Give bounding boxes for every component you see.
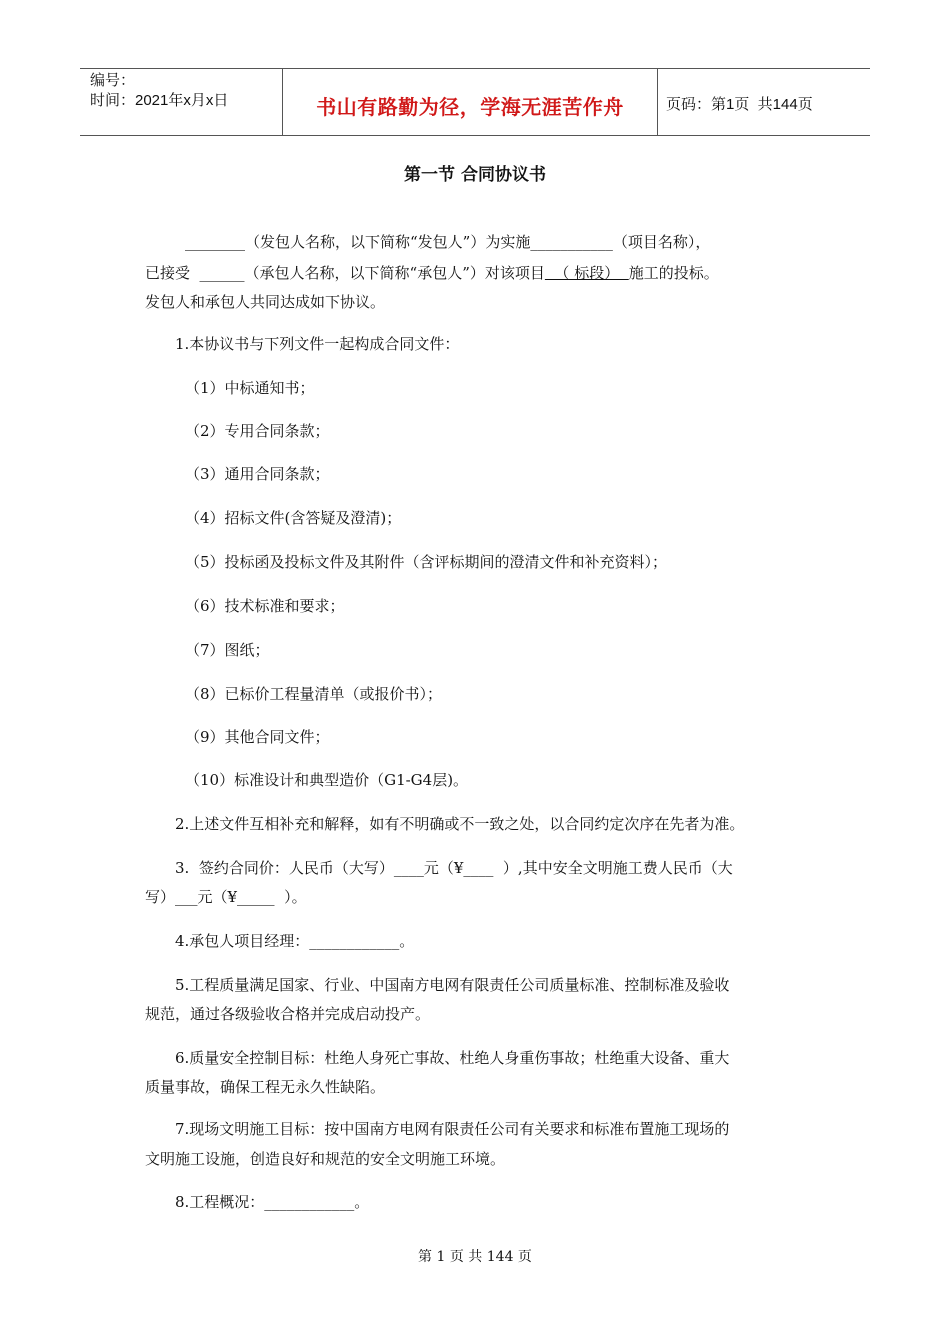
clause-line: （2）专用合同条款；	[185, 422, 330, 440]
header-motto-cell	[282, 69, 658, 135]
date-label: 时间：2021年x月x日	[90, 92, 229, 109]
clause-line: （7）图纸；	[185, 641, 270, 659]
clause-line: （9）其他合同文件；	[185, 728, 330, 746]
underlined-field: （ 标段）	[544, 264, 629, 282]
clause-line: （10）标准设计和典型造价（G1-G4层)。	[185, 771, 469, 789]
clause-line: 写）___元（¥_____ ）。	[145, 888, 307, 906]
serial-number-label: 编号：	[90, 72, 136, 89]
text-run: （承包人名称，以下简称“承包人”）对该项目	[244, 264, 545, 282]
text-run: ___________	[530, 233, 613, 251]
text-run: 施工的投标。	[628, 264, 719, 282]
intro-line	[145, 262, 719, 283]
page-footer: 第 1 页 共 144 页	[418, 1249, 532, 1265]
clause-line: 7.现场文明施工目标：按中国南方电网有限责任公司有关要求和标准布置施工现场的	[175, 1120, 730, 1138]
page-header	[80, 68, 870, 136]
clause-line: 8.工程概况：____________。	[175, 1193, 370, 1211]
clause-line: 6.质量安全控制目标：杜绝人身死亡事故、杜绝人身重伤事故；杜绝重大设备、重大	[175, 1049, 730, 1067]
clause-line: 1.本协议书与下列文件一起构成合同文件：	[175, 335, 460, 353]
intro-line	[185, 231, 710, 252]
clause-line: 质量事故，确保工程无永久性缺陷。	[145, 1078, 386, 1096]
clause-line: （6）技术标准和要求；	[185, 597, 345, 615]
clause-line: （8）已标价工程量清单（或报价书）；	[185, 685, 443, 703]
clause-line: 2.上述文件互相补充和解释，如有不明确或不一致之处，以合同约定次序在先者为准。	[175, 815, 745, 833]
header-page-info: 页码：第1页 共144页	[666, 96, 813, 113]
header-motto: 书山有路勤为径，学海无涯苦作舟	[316, 95, 624, 119]
text-run: （发包人名称，以下简称“发包人”）为实施	[245, 233, 531, 251]
clause-line: （4）招标文件(含答疑及澄清)；	[185, 509, 402, 527]
text-run: 已接受	[145, 264, 200, 282]
clause-line: （3）通用合同条款；	[185, 465, 330, 483]
clause-line: （5）投标函及投标文件及其附件（含评标期间的澄清文件和补充资料）；	[185, 553, 668, 571]
text-run: ________	[185, 233, 245, 251]
header-left-cell	[90, 71, 228, 111]
text-run: 发包人和承包人共同达成如下协议。	[145, 293, 386, 311]
clause-line: （1）中标通知书；	[185, 379, 315, 397]
clause-line: 4.承包人项目经理：____________。	[175, 932, 415, 950]
section-title: 第一节 合同协议书	[404, 165, 546, 185]
clause-line: 5.工程质量满足国家、行业、中国南方电网有限责任公司质量标准、控制标准及验收	[175, 976, 730, 994]
clause-line: 规范，通过各级验收合格并完成启动投产。	[145, 1005, 431, 1023]
intro-line	[145, 291, 385, 312]
text-run: （项目名称），	[612, 233, 711, 251]
clause-line: 文明施工设施，创造良好和规范的安全文明施工环境。	[145, 1150, 506, 1168]
clause-line: 3. 签约合同价：人民币（大写）____元（¥____ ）,其中安全文明施工费人民币（大	[175, 859, 733, 877]
text-run: ______	[199, 264, 245, 282]
